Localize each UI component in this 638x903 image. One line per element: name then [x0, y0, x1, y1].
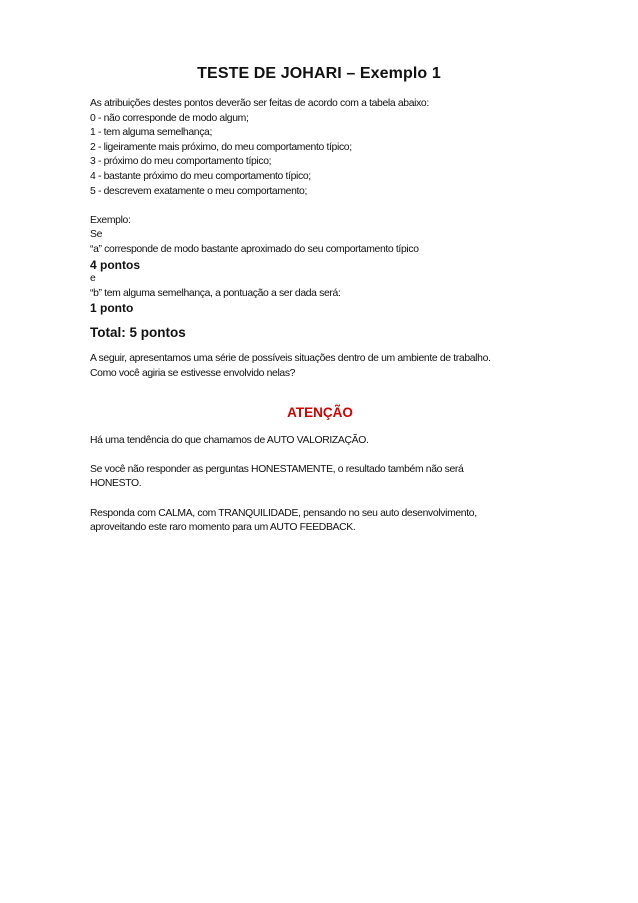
spacer [90, 492, 560, 507]
scale-item-5: 5 - descrevem exatamente o meu comportamento; [90, 185, 307, 197]
example-section [90, 214, 560, 316]
example-heading: Exemplo: [90, 214, 131, 226]
calm-paragraph [90, 507, 560, 536]
honesty-paragraph [90, 463, 560, 492]
honesty-line-2: HONESTO. [90, 478, 142, 490]
scale-item-3: 3 - próximo do meu comportamento típico; [90, 156, 272, 168]
example-a-line: “a” corresponde de modo bastante aproximado do seu comportamento típico [90, 243, 419, 255]
example-b-points: 1 ponto [90, 301, 134, 316]
honesty-line-1: Se você não responder as perguntas HONESTAMENTE, o resultado também não será [90, 463, 464, 475]
spacer [90, 381, 560, 396]
scale-item-1: 1 - tem alguma semelhança; [90, 127, 213, 139]
intro-text: As atribuições destes pontos deverão ser feitas de acordo com a tabela abaixo: [90, 98, 429, 109]
calm-line-2: aproveitando este raro momento para um AUTO FEEDBACK. [90, 522, 356, 534]
spacer [90, 448, 560, 463]
total-points: Total: 5 pontos [90, 324, 186, 340]
warning-text: Há uma tendência do que chamamos de AUTO VALORIZAÇÃO. [90, 434, 369, 446]
scale-item-2: 2 - ligeiramente mais próximo, do meu comportamento típico; [90, 141, 352, 153]
example-e: e [90, 273, 96, 285]
attention-heading: ATENÇÃO [287, 404, 353, 420]
situations-line-1: A seguir, apresentamos uma série de possíveis situações dentro de um ambiente de trabalho. [90, 352, 491, 364]
calm-line-1: Responda com CALMA, com TRANQUILIDADE, pensando no seu auto desenvolvimento, [90, 507, 477, 519]
scale-item-0: 0 - não corresponde de modo algum; [90, 112, 249, 124]
situations-paragraph [90, 352, 560, 381]
document-title: TESTE DE JOHARI – Exemplo 1 [197, 65, 441, 82]
example-b-line: “b” tem alguma semelhança, a pontuação a ser dada será: [90, 287, 341, 299]
spacer [90, 199, 560, 214]
scoring-scale-list [90, 112, 560, 200]
scale-item-4: 4 - bastante próximo do meu comportamento típico; [90, 170, 311, 182]
example-a-points: 4 pontos [90, 257, 140, 272]
situations-line-2: Como você agiria se estivesse envolvido nelas? [90, 367, 296, 379]
example-se: Se [90, 229, 103, 241]
document-body [90, 97, 560, 536]
